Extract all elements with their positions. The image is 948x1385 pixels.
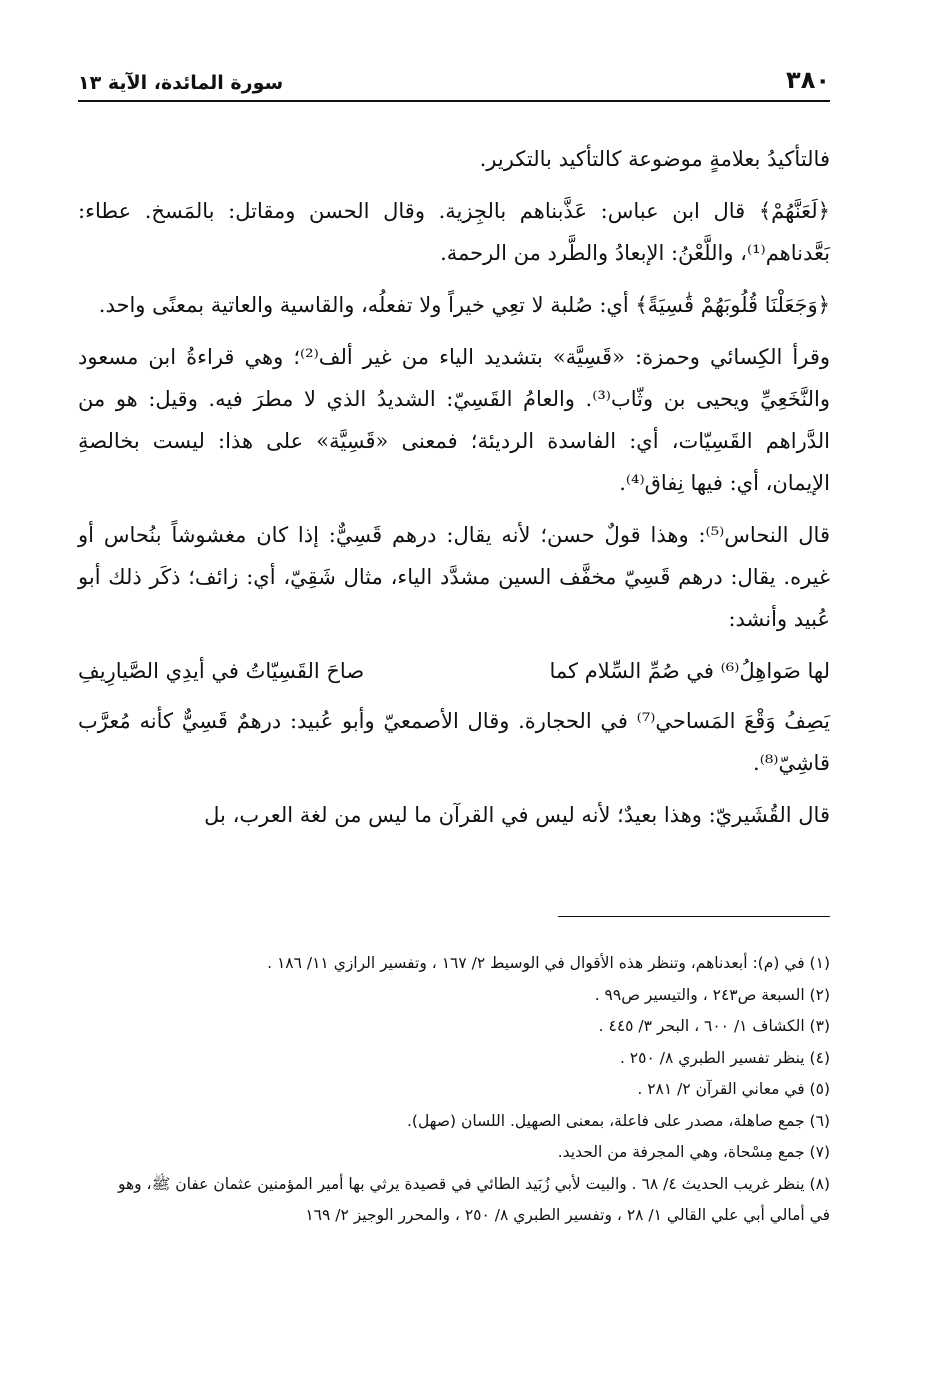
page-header	[78, 62, 830, 102]
verse-first-hemistich: لها صَواهِلُ⁽⁶⁾ في صُمِّ السِّلام كما	[549, 659, 830, 683]
footnote-separator	[558, 916, 830, 917]
paragraph-7: قال القُشَيريّ: وهذا بعيدٌ؛ لأنه ليس في القرآن ما ليس من لغة العرب، بل	[204, 803, 830, 827]
verse-second-hemistich: صاحَ القَسِيّاتُ في أيدِي الصَّيارِيفِ	[78, 659, 365, 683]
running-title: سورة المائدة، الآية ١٣	[78, 72, 284, 94]
footnote: (٥) في معاني القرآن ٢/ ٢٨١ .	[637, 1080, 830, 1098]
paragraph-4: وقرأ الكِسائي وحمزة: «قَسِيَّة» بتشديد الياء من غير ألف⁽²⁾؛ وهي قراءةُ ابن مسعود والنَّخَعِيِّ ويحيى بن وثّاب⁽³⁾. والعامُ القَسِيّ: الشديدُ الذي لا مطرَ فيه. وقيل: هو من الدَّراهم القَسِيّات، أي: الفاسدة الرديئة؛ فمعنى «قَسِيَّة» على هذا: ليست بخالصةِ الإيمان، أي: فيها نِفاق⁽⁴⁾.	[78, 345, 830, 495]
footnotes	[108, 948, 830, 1232]
footnote: (٧) جمع مِسْحاة، وهي المجرفة من الحديد.	[557, 1143, 830, 1161]
footnote: (١) في (م): أبعدناهم، وتنظر هذه الأقوال في الوسيط ٢/ ١٦٧ ، وتفسير الرازي ١١/ ١٨٦ .	[267, 954, 830, 972]
paragraph-3: ﴿وَجَعَلْنَا قُلُوبَهُمْ قَٰسِيَةً﴾ أي: صُلبة لا تعِي خيراً ولا تفعلُه، والقاسية والعاتية بمعنًى واحد.	[98, 293, 830, 317]
poetry-verse	[78, 650, 830, 692]
footnote: (٤) ينظر تفسير الطبري ٨/ ٢٥٠ .	[619, 1048, 830, 1067]
footnote: (٨) ينظر غريب الحديث ٤/ ٦٨ . والبيت لأبي زُبَيد الطائي في قصيدة يرثي بها أمير المؤمنين عثمان عفان ﷺ، وهو في أمالي أبي علي القالي ١/ ٢٨ ، وتفسير الطبري ٨/ ٢٥٠ ، والمحرر الوجيز ٢/ ١٦٩	[117, 1174, 830, 1224]
page-number: ٣٨٠	[786, 66, 830, 94]
paragraph-6: يَصِفُ وَقْعَ المَساحي⁽⁷⁾ في الحجارة. وقال الأصمعيّ وأبو عُبيد: درهمٌ قَسِيٌّ كأنه مُعرَّب قاشِيّ⁽⁸⁾.	[78, 709, 831, 775]
paragraph-2: ﴿لَعَنَّهُمْ﴾ قال ابن عباس: عَذَّبناهم بالجِزية. وقال الحسن ومقاتل: بالمَسخ. عطاء: بَعَّدناهم⁽¹⁾، واللَّعْنُ: الإبعادُ والطَّرد من الرحمة.	[78, 199, 830, 265]
paragraph-1: فالتأكيدُ بعلامةٍ موضوعة كالتأكيد بالتكرير.	[479, 147, 830, 171]
footnote: (٦) جمع صاهلة، مصدر على فاعلة، بمعنى الصهيل. اللسان (صهل).	[406, 1111, 830, 1130]
footnote: (٣) الكشاف ١/ ٦٠٠ ، البحر ٣/ ٤٤٥ .	[598, 1017, 830, 1035]
paragraph-5: قال النحاس⁽⁵⁾: وهذا قولٌ حسن؛ لأنه يقال: درهم قَسِيٌّ: إذا كان مغشوشاً بنُحاس أو غيره. يقال: درهم قَسِيّ مخفَّف السين مشدَّد الياء، مثال شَقِيّ، أي: زائف؛ ذكَر ذلك أبو عُبيد وأنشد:	[78, 523, 830, 631]
main-text	[78, 138, 830, 846]
footnote: (٢) السبعة ص٢٤٣ ، والتيسير ص٩٩ .	[594, 985, 830, 1004]
